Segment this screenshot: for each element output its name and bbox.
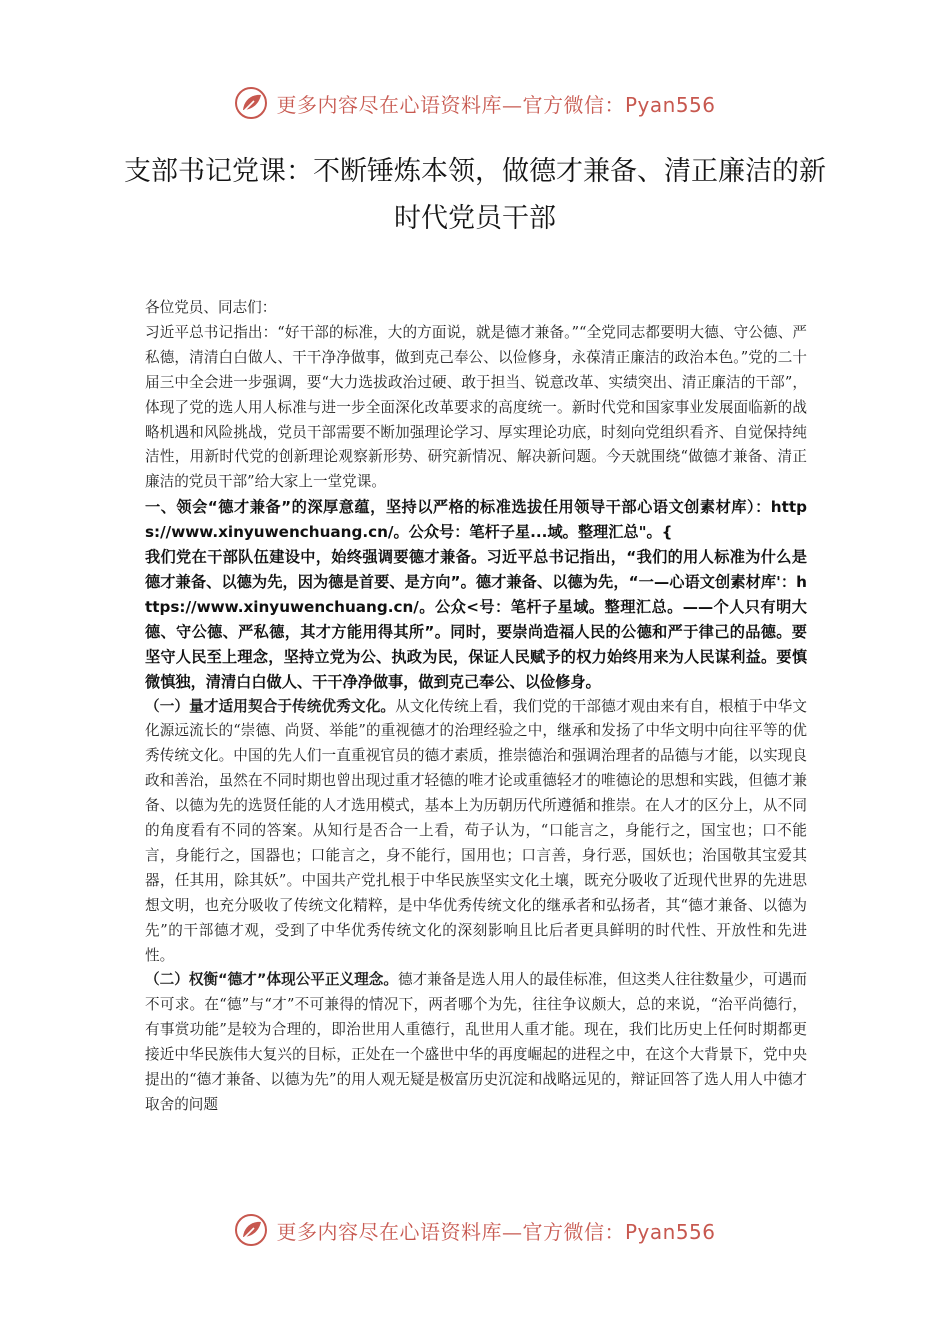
watermark-banner-top	[0, 83, 950, 123]
document-body	[145, 296, 807, 1118]
watermark-banner-bottom	[0, 1210, 950, 1250]
subsection-2-heading: （二）权衡“德才”体现公平正义理念。	[145, 971, 398, 989]
watermark-handle: Pyan556	[624, 92, 716, 117]
subsection-2-body: 德才兼备是选人用人的最佳标准，但这类人往往数量少，可遇而不可求。在“德”与“才”不可兼得的情况下，两者哪个为先，往往争议颇大，总的来说，“治平尚德行，有事赏功能”是较为合理的，即治世用人重德行，乱世用人重才能。现在，我们比历史上任何时期都更接近中华民族伟大复兴的目标，正处在一个盛世中华的再度崛起的进程之中，在这个大背景下，党中央提出的“德才兼备、以德为先”的用人观无疑是极富历史沉淀和战略远见的，辩证回答了选人用人中德才取舍的问题	[145, 971, 807, 1113]
section-1-heading: 一、领会“德才兼备”的深厚意蕴，坚持以严格的标准选拔任用领导干部心语文创素材库）：https://www.xinyuwenchuang.cn/。公众号：笔杆子星...域。整理汇总"。{	[145, 498, 807, 542]
intro-paragraph: 习近平总书记指出：“好干部的标准，大的方面说，就是德才兼备。”“全党同志都要明大德、守公德、严私德，清清白白做人、干干净净做事，做到克己奉公、以俭修身，永葆清正廉洁的政治本色。”党的二十届三中全会进一步强调，要“大力选拔政治过硬、敢于担当、锐意改革、实绩突出、清正廉洁的干部”，体现了党的选人用人标准与进一步全面深化改革要求的高度统一。新时代党和国家事业发展面临新的战略机遇和风险挑战，党员干部需要不断加强理论学习、厚实理论功底，时刻向党组织看齐、自觉保持纯洁性，用新时代党的创新理论观察新形势、研究新情况、解决新问题。今天就围绕“做德才兼备、清正廉洁的党员干部”给大家上一堂党课。	[145, 323, 807, 491]
leaf-logo-icon	[234, 1213, 268, 1247]
subsection-1-body: 从文化传统上看，我们党的干部德才观由来有自，根植于中华文化源远流长的“崇德、尚贤、举能”的重视德才的治理经验之中，继承和发扬了中华文明中向往平等的优秀传统文化。中国的先人们一直重视官员的德才素质，推崇德治和强调治理者的品德与才能，以实现良政和善治，虽然在不同时期也曾出现过重才轻德的唯才论或重德轻才的唯德论的思想和实践，但德才兼备、以德为先的选贤任能的人才选用模式，基本上为历朝历代所遵循和推崇。在人才的区分上，从不同的角度看有不同的答案。从知行是否合一上看，荀子认为，“口能言之，身能行之，国宝也；口不能言，身能行之，国器也；口能言之，身不能行，国用也；口言善，身行恶，国妖也；治国敬其宝爱其器，任其用，除其妖”。中国共产党扎根于中华民族坚实文化土壤，既充分吸收了近现代世界的先进思想文明，也充分吸收了传统文化精粹，是中华优秀传统文化的继承者和弘扬者，其“德才兼备、以德为先”的干部德才观，受到了中华优秀传统文化的深刻影响且比后者更具鲜明的时代性、开放性和先进性。	[145, 697, 807, 964]
subsection-2-paragraph	[145, 968, 807, 1117]
page-title: 支部书记党课：不断锤炼本领，做德才兼备、清正廉洁的新时代党员干部	[124, 156, 826, 234]
leaf-logo-icon	[234, 86, 268, 120]
section-1-body: 我们党在干部队伍建设中，始终强调要德才兼备。习近平总书记指出，“我们的用人标准为什么是德才兼备、以德为先，因为德是首要、是方向”。德才兼备、以德为先，“一—心语文创素材库'：https://www.xinyuwenchuang.cn/。公众<号：笔杆子星域。整理汇总。——个人只有明大德、守公德、严私德，其才方能用得其所”。同时，要崇尚造福人民的公德和严于律己的品德。要坚守人民至上理念，坚持立党为公、执政为民，保证人民赋予的权力始终用来为人民谋利益。要慎微慎独，清清白白做人、干干净净做事，做到克己奉公、以俭修身。	[145, 548, 807, 691]
watermark-handle: Pyan556	[624, 1219, 716, 1244]
watermark-text: 更多内容尽在心语资料库—官方微信：Pyan556	[276, 1219, 716, 1244]
subsection-1-paragraph	[145, 695, 807, 969]
watermark-text: 更多内容尽在心语资料库—官方微信：Pyan556	[276, 92, 716, 117]
subsection-1-heading: （一）量才适用契合于传统优秀文化。	[145, 697, 396, 715]
salutation: 各位党员、同志们：	[145, 299, 277, 316]
